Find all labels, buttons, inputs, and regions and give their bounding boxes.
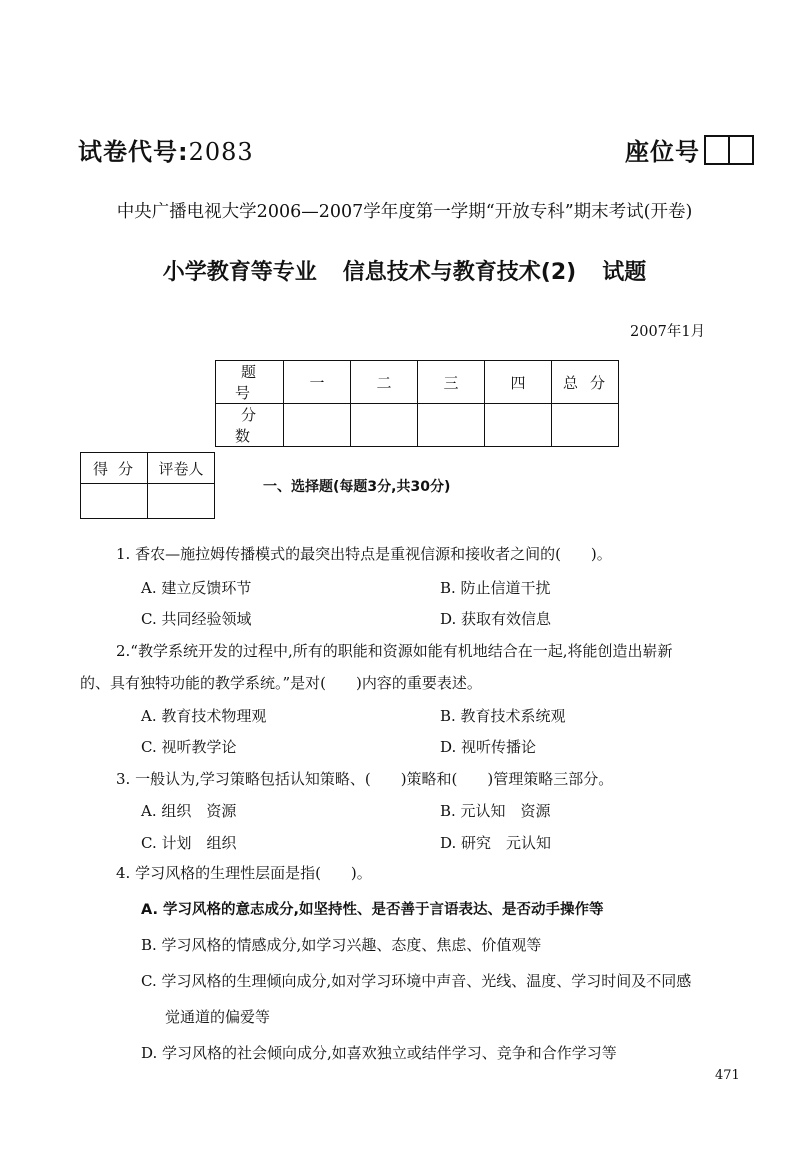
- option-c: C. 学习风格的生理倾向成分,如对学习环境中声音、光线、温度、学习时间及不同感: [141, 972, 692, 990]
- paper-code-value: 2083: [188, 138, 254, 166]
- question-column-2: 二: [351, 361, 418, 404]
- exam-description: 中央广播电视大学2006—2007学年度第一学期“开放专科”期末考试(开卷): [116, 202, 693, 222]
- section-heading: 一、选择题(每题3分,共30分): [263, 479, 451, 495]
- question-column-3: 三: [418, 361, 485, 404]
- score-cell: [284, 404, 351, 447]
- grader-table-header: [81, 453, 215, 484]
- score-row-label: 分数: [216, 404, 284, 447]
- question-text-continued: 的、具有独特功能的教学系统。”是对( )内容的重要表述。: [80, 674, 482, 692]
- score-cell: [485, 404, 552, 447]
- exam-date: 2007年1月: [630, 324, 706, 340]
- grader-score-cell: [81, 484, 148, 519]
- exam-title-major: 小学教育等专业: [162, 260, 317, 285]
- option-b: B. 教育技术系统观: [440, 707, 566, 725]
- score-cell: [418, 404, 485, 447]
- grader-name-label: 评卷人: [148, 453, 215, 484]
- score-cell: [351, 404, 418, 447]
- score-table-header-row: [216, 361, 619, 404]
- exam-title: [0, 255, 809, 286]
- question-text: 1. 香农—施拉姆传播模式的最突出特点是重视信源和接收者之间的( )。: [116, 545, 612, 563]
- question-column-4: 四: [485, 361, 552, 404]
- score-cell: [552, 404, 619, 447]
- option-d: D. 学习风格的社会倾向成分,如喜欢独立或结伴学习、竞争和合作学习等: [141, 1044, 617, 1062]
- question-number-label: 题号: [216, 361, 284, 404]
- option-c: C. 共同经验领域: [141, 610, 252, 628]
- score-table: [215, 360, 619, 447]
- grader-table-body: [81, 484, 215, 519]
- grader-score-label: 得分: [81, 453, 148, 484]
- option-b: B. 学习风格的情感成分,如学习兴趣、态度、焦虑、价值观等: [141, 936, 542, 954]
- grader-table: [80, 452, 215, 519]
- option-a: A. 学习风格的意志成分,如坚持性、是否善于言语表达、是否动手操作等: [141, 902, 604, 918]
- grader-name-cell: [148, 484, 215, 519]
- option-d: D. 研究 元认知: [440, 834, 552, 852]
- option-c: C. 计划 组织: [141, 834, 237, 852]
- question-column-1: 一: [284, 361, 351, 404]
- question-text: 2.“教学系统开发的过程中,所有的职能和资源如能有机地结合在一起,将能创造出崭新: [116, 642, 673, 660]
- page-number: 471: [715, 1068, 740, 1083]
- option-b: B. 元认知 资源: [440, 802, 551, 820]
- option-a: A. 组织 资源: [141, 802, 237, 820]
- seat-number-boxes: [704, 135, 754, 165]
- option-c: C. 视听教学论: [141, 738, 237, 756]
- option-d: D. 获取有效信息: [440, 610, 552, 628]
- option-a: A. 建立反馈环节: [141, 579, 252, 597]
- exam-title-suffix: 试题: [602, 260, 647, 285]
- exam-title-course: 信息技术与教育技术(2): [342, 260, 577, 285]
- option-a: A. 教育技术物理观: [141, 707, 267, 725]
- seat-box-cell: [728, 137, 752, 163]
- option-c-continued: 觉通道的偏爱等: [165, 1008, 271, 1026]
- option-b: B. 防止信道干扰: [440, 579, 551, 597]
- total-column: 总分: [552, 361, 619, 404]
- question-text: 3. 一般认为,学习策略包括认知策略、( )策略和( )管理策略三部分。: [116, 770, 614, 788]
- paper-code: [78, 132, 254, 167]
- score-table-score-row: [216, 404, 619, 447]
- question-text: 4. 学习风格的生理性层面是指( )。: [116, 864, 372, 882]
- seat-box-cell: [706, 137, 728, 163]
- seat-number-label: 座位号: [625, 138, 700, 166]
- paper-code-label: 试卷代号:: [78, 138, 189, 166]
- seat-number: [625, 132, 754, 167]
- option-d: D. 视听传播论: [440, 738, 537, 756]
